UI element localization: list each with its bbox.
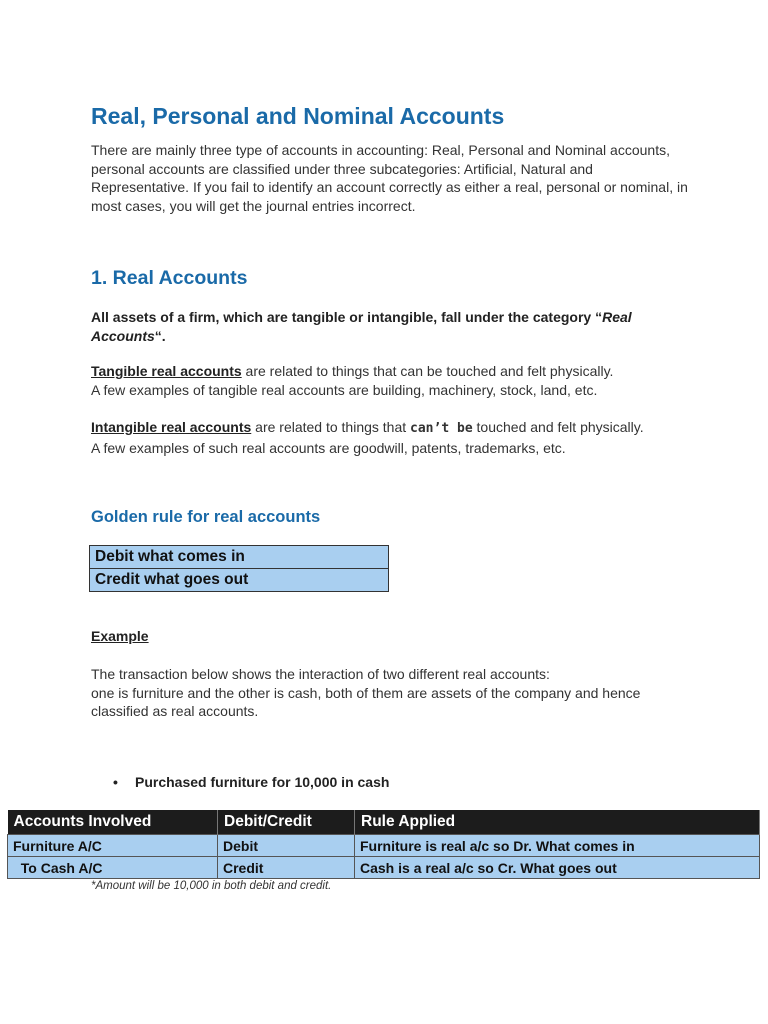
header-debit-credit: Debit/Credit [218, 810, 355, 835]
header-rule-applied: Rule Applied [355, 810, 760, 835]
cell-debit-credit: Credit [218, 857, 355, 879]
table-row [90, 546, 389, 569]
intangible-definition: are related to things that [251, 419, 411, 435]
cant-be-emphasis: can’t be [410, 421, 473, 436]
golden-rule-heading: Golden rule for real accounts [91, 508, 321, 526]
table-row [8, 857, 760, 879]
golden-rule-table [89, 545, 389, 592]
header-accounts-involved: Accounts Involved [8, 810, 218, 835]
intangible-paragraph [91, 418, 691, 457]
golden-rule-debit: Debit what comes in [90, 546, 389, 569]
example-paragraph [91, 665, 691, 721]
transaction-table [7, 810, 760, 879]
cell-rule: Cash is a real a/c so Cr. What goes out [355, 857, 760, 879]
lead-text-start: All assets of a firm, which are tangible or intangible, fall under the category “ [91, 309, 603, 325]
intangible-examples: A few examples of such real accounts are goodwill, patents, trademarks, etc. [91, 439, 566, 456]
tangible-term: Tangible real accounts [91, 363, 242, 379]
cell-account: To Cash A/C [8, 857, 218, 879]
cell-account: Furniture A/C [8, 835, 218, 857]
example-heading: Example [91, 628, 149, 644]
tangible-paragraph [91, 362, 691, 399]
example-line-1: The transaction below shows the interaction of two different real accounts: [91, 666, 550, 682]
intangible-definition-end: touched and felt physically. [472, 419, 644, 435]
intro-paragraph: There are mainly three type of accounts in accounting: Real, Personal and Nominal accounts, personal accounts are classified under three subcategories: Artificial, Natural and Representative. If you fail to identify an account correctly as either a real, personal or nominal, in most cases, you will get the journal entries incorrect. [91, 142, 688, 214]
tangible-definition: are related to things that can be touched and felt physically. [241, 363, 614, 379]
page-title: Real, Personal and Nominal Accounts [91, 103, 505, 129]
golden-rule-credit: Credit what goes out [90, 569, 389, 592]
lead-emphasis: Real Accounts [91, 309, 632, 344]
table-row [8, 835, 760, 857]
real-accounts-lead [91, 308, 691, 345]
cell-rule: Furniture is real a/c so Dr. What comes in [355, 835, 760, 857]
table-header-row [8, 810, 760, 835]
real-accounts-heading: 1. Real Accounts [91, 267, 248, 289]
bullet-text: Purchased furniture for 10,000 in cash [135, 774, 390, 790]
lead-text-end: “. [154, 327, 166, 344]
bullet-icon: • [113, 774, 118, 790]
table-row [90, 569, 389, 592]
intangible-term: Intangible real accounts [91, 419, 252, 435]
example-line-2: one is furniture and the other is cash, both of them are assets of the company and hence classified as real accounts. [91, 684, 641, 719]
tangible-examples: A few examples of tangible real accounts are building, machinery, stock, land, etc. [91, 381, 598, 398]
cell-debit-credit: Debit [218, 835, 355, 857]
list-item [113, 774, 389, 790]
amount-note: *Amount will be 10,000 in both debit and credit. [91, 880, 332, 892]
